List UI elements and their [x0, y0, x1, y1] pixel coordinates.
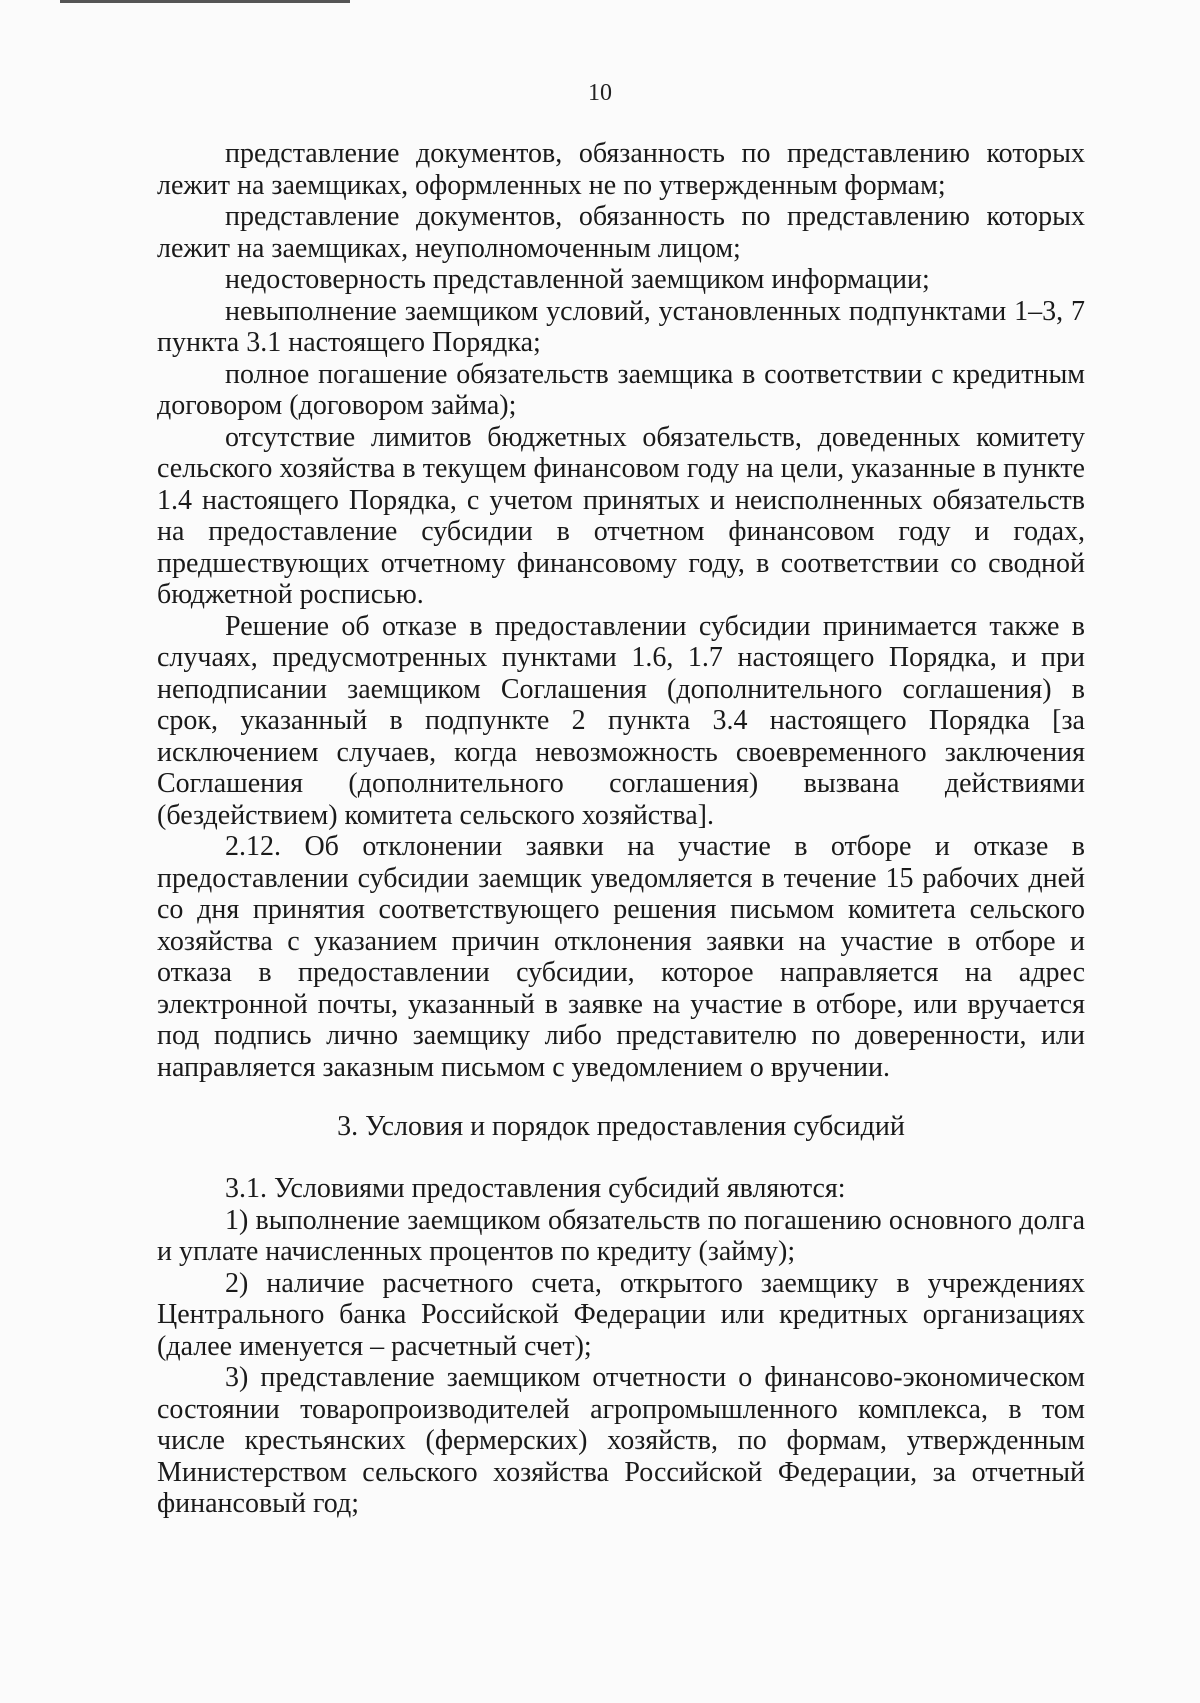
paragraph: недостоверность представленной заемщиком информации; [225, 264, 930, 295]
paragraph: 1) выполнение заемщиком обязательств по погашению основного долга и уплате начисленных процентов по кредиту (займу); [157, 1204, 1085, 1267]
paragraph: представление документов, обязанность по представлению которых лежит на заемщиках, неуполномоченным лицом; [157, 201, 1085, 264]
paragraph: отсутствие лимитов бюджетных обязательств, доведенных комитету сельского хозяйства в текущем финансовом году на цели, указанные в пункте 1.4 настоящего Порядка, с учетом принятых и неисполненных обязательств на предоставление субсидии в отчетном финансовом году и годах, предшествующих отчетному финансовому году, в соответствии со сводной бюджетной росписью. [157, 421, 1085, 610]
paragraph: 3) представление заемщиком отчетности о финансово-экономическом состоянии товаропроизводителей агропромышленного комплекса, в том числе крестьянских (фермерских) хозяйств, по формам, утвержденным Министерством сельского хозяйства Российской Федерации, за отчетный финансовый год; [157, 1362, 1085, 1519]
paragraph: 2.12. Об отклонении заявки на участие в отборе и отказе в предоставлении субсидии заемщик уведомляется в течение 15 рабочих дней со дня принятия соответствующего решения письмом комитета сельского хозяйства с указанием причин отклонения заявки на участие в отборе и отказа в предоставлении субсидии, которое направляется на адрес электронной почты, указанный в заявке на участие в отборе, или вручается под подпись лично заемщику либо представителю по доверенности, или направляется заказным письмом с уведомлением о вручении. [157, 831, 1085, 1083]
paragraph: полное погашение обязательств заемщика в соответствии с кредитным договором (договором займа); [157, 358, 1085, 421]
section-heading: 3. Условия и порядок предоставления субсидий [337, 1111, 905, 1142]
paragraph: 3.1. Условиями предоставления субсидий являются: [225, 1173, 846, 1204]
paragraph: невыполнение заемщиком условий, установленных подпунктами 1–3, 7 пункта 3.1 настоящего Порядка; [157, 295, 1085, 358]
paragraph: представление документов, обязанность по представлению которых лежит на заемщиках, оформленных не по утвержденным формам; [157, 138, 1085, 201]
scan-edge-line [60, 0, 350, 3]
page-number: 10 [588, 80, 612, 106]
document-body [157, 138, 1085, 1520]
paragraph: 2) наличие расчетного счета, открытого заемщику в учреждениях Центрального банка Российской Федерации или кредитных организациях (далее именуется – расчетный счет); [157, 1267, 1085, 1362]
paragraph: Решение об отказе в предоставлении субсидии принимается также в случаях, предусмотренных пунктами 1.6, 1.7 настоящего Порядка, и при неподписании заемщиком Соглашения (дополнительного соглашения) в срок, указанный в подпункте 2 пункта 3.4 настоящего Порядка [за исключением случаев, когда невозможность своевременного заключения Соглашения (дополнительного соглашения) вызвана действиями (бездействием) комитета сельского хозяйства]. [157, 610, 1085, 831]
